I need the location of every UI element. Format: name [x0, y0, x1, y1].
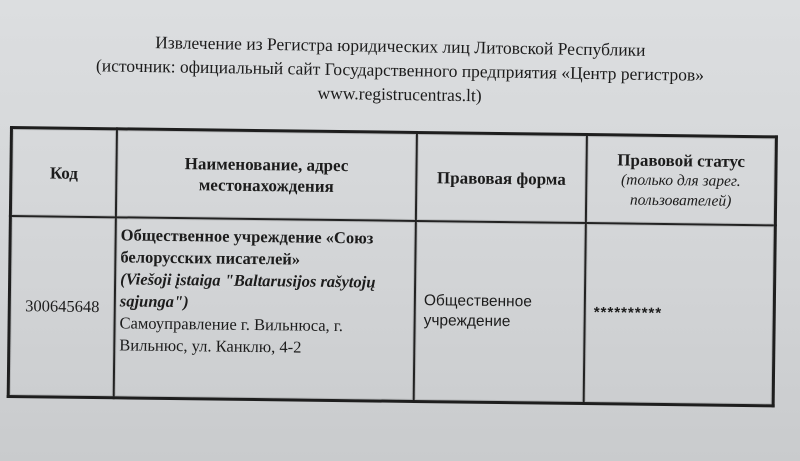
entity-address: Самоуправление г. Вильнюса, г. Вильнюс, ул. Канклю, 4-2 [119, 313, 344, 357]
column-header-name-label: Наименование, адрес местонахождения [184, 154, 349, 196]
entity-name-ru: Общественное учреждение «Союз белорусских писателей» [120, 225, 374, 269]
cell-legal-form: Общественное учреждение [414, 221, 586, 404]
cell-code: 300645648 [8, 216, 116, 398]
column-header-status-note: (только для зарег. пользователей) [620, 170, 741, 210]
header-title: Извлечение из Регистра юридических лиц Литовской Республики [155, 32, 646, 60]
document-header [0, 28, 800, 113]
table-header-row [10, 128, 776, 226]
column-header-name [116, 129, 417, 221]
header-url: www.registrucentras.lt) [317, 82, 482, 106]
column-header-form: Правовая форма [416, 132, 587, 223]
column-header-status-label: Правовой статус [617, 149, 746, 171]
table-row [8, 216, 775, 406]
column-header-code: Код [10, 128, 117, 218]
cell-legal-status: ********** [584, 223, 776, 406]
header-source: (источник: официальный сайт Государственного предприятия «Центр регистров» [95, 55, 705, 85]
column-header-status [586, 135, 777, 226]
register-extract-table-wrapper [7, 126, 778, 407]
entity-name-lt: (Viešoji įstaiga "Baltarusijos rašytojų sąjunga") [119, 269, 376, 312]
register-extract-table [7, 126, 778, 407]
cell-name-address [114, 217, 416, 401]
